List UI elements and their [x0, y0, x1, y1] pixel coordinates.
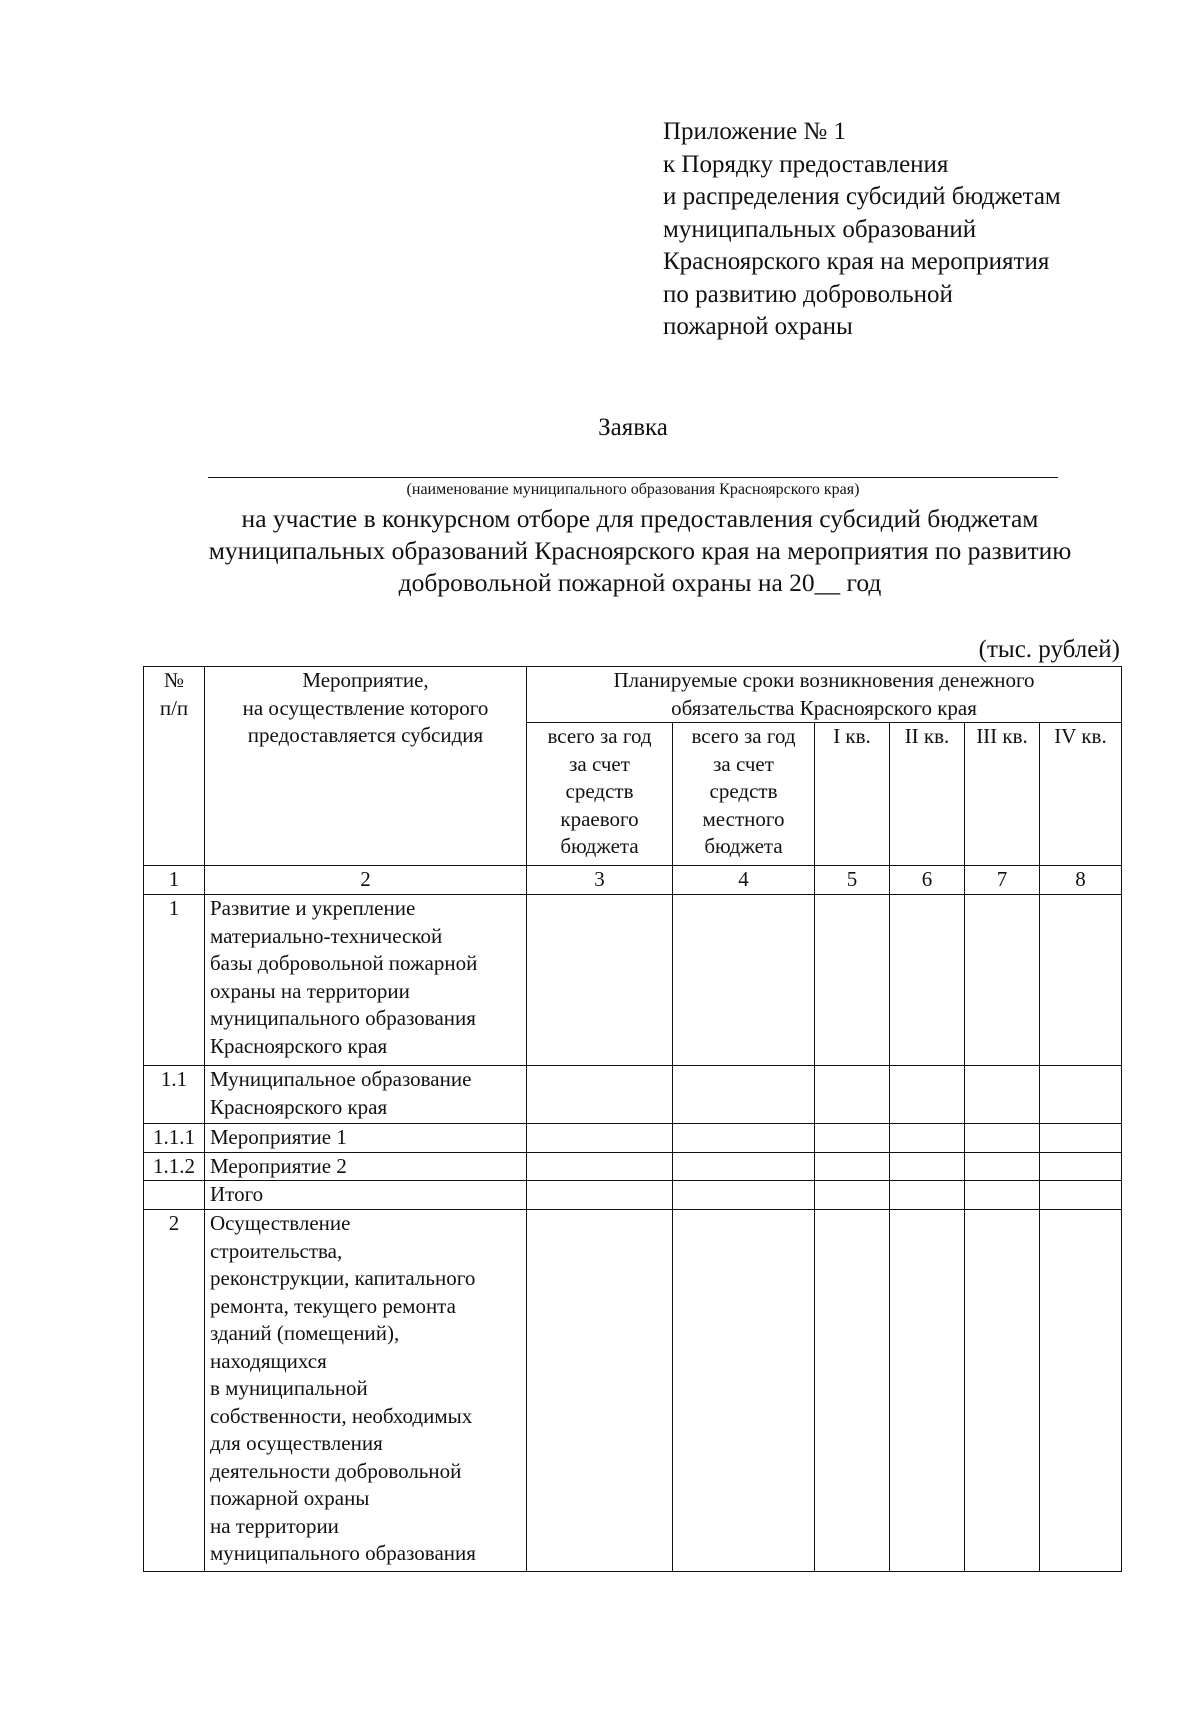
header-q3: III кв.	[965, 723, 1040, 866]
row-event	[205, 1066, 527, 1124]
subtitle-line: на участие в конкурсном отборе для предоставления субсидий бюджетам	[241, 504, 1039, 533]
value-cell	[965, 1152, 1040, 1181]
header-text: бюджета	[704, 834, 783, 858]
column-number: 8	[1040, 866, 1122, 895]
header-text: Мероприятие,	[302, 668, 429, 692]
row-event-text: ремонта, текущего ремонта	[210, 1293, 456, 1318]
row-event-text: пожарной охраны	[210, 1486, 370, 1510]
appendix-line: и распределения субсидий бюджетам	[663, 183, 1061, 210]
value-cell	[815, 1152, 890, 1181]
row-event-text: реконструкции, капитального	[210, 1266, 476, 1290]
subtitle-line: муниципальных образований Красноярского края на мероприятия по развитию	[208, 536, 1072, 565]
row-event-text: в муниципальной	[210, 1376, 368, 1400]
header-text: за счет	[713, 751, 774, 776]
row-event	[205, 895, 527, 1066]
value-cell	[815, 1210, 890, 1572]
value-cell	[673, 895, 815, 1066]
column-number: 1	[144, 866, 205, 895]
subtitle-line: добровольной пожарной охраны на 20__ год	[398, 568, 882, 597]
row-number: 1.1.2	[144, 1152, 205, 1181]
value-cell	[890, 1181, 965, 1210]
header-text: обязательства Красноярского края	[671, 695, 977, 720]
row-event	[205, 1152, 527, 1181]
column-number: 4	[673, 866, 815, 895]
appendix-line: пожарной охраны	[663, 313, 853, 340]
table-row	[144, 1152, 1122, 1181]
row-number	[144, 1181, 205, 1210]
row-event-text: на территории	[210, 1513, 339, 1538]
value-cell	[965, 895, 1040, 1066]
appendix-line: Красноярского края на мероприятия	[663, 248, 1050, 275]
header-text: Планируемые сроки возникновения денежного	[613, 668, 1035, 692]
table-row	[144, 1210, 1122, 1572]
header-text: местного	[702, 806, 785, 831]
column-number: 7	[965, 866, 1040, 895]
header-q2: II кв.	[890, 723, 965, 866]
value-cell	[673, 1181, 815, 1210]
appendix-line: по развитию добровольной	[663, 280, 953, 308]
row-event-text: строительства,	[210, 1238, 343, 1263]
row-number: 2	[144, 1210, 205, 1572]
header-text: №	[163, 668, 185, 692]
value-cell	[527, 1124, 673, 1153]
document-subtitle	[140, 503, 1140, 599]
value-cell	[965, 1124, 1040, 1153]
table-row-total	[144, 1181, 1122, 1210]
units-label: (тыс. рублей)	[978, 636, 1120, 663]
value-cell	[815, 895, 890, 1066]
value-cell	[527, 1152, 673, 1181]
value-cell	[890, 1152, 965, 1181]
row-number: 1	[144, 895, 205, 1066]
value-cell	[965, 1066, 1040, 1124]
header-q1: I кв.	[815, 723, 890, 866]
value-cell	[815, 1181, 890, 1210]
column-number: 6	[890, 866, 965, 895]
header-text: всего за год	[691, 724, 796, 748]
value-cell	[890, 1124, 965, 1153]
value-cell	[890, 895, 965, 1066]
municipality-name-caption: (наименование муниципального образования Красноярского края)	[406, 481, 860, 498]
appendix-heading	[663, 116, 1163, 344]
header-text: на осуществление которого	[242, 695, 489, 720]
row-event-text: Осуществление	[210, 1211, 351, 1235]
row-event-text: охраны на территории	[210, 978, 410, 1003]
municipality-name-field-line	[208, 477, 1058, 478]
column-number: 3	[527, 866, 673, 895]
value-cell	[890, 1066, 965, 1124]
header-total-local	[673, 723, 815, 866]
row-event-text: муниципального образования	[210, 1541, 476, 1565]
row-event	[205, 1210, 527, 1572]
document-title: Заявка	[598, 414, 668, 441]
appendix-line: к Порядку предоставления	[663, 150, 949, 178]
table-row	[144, 1124, 1122, 1153]
value-cell	[1040, 1066, 1122, 1124]
appendix-line: Приложение № 1	[663, 118, 847, 145]
header-planned-periods	[527, 667, 1122, 723]
header-total-regional	[527, 723, 673, 866]
value-cell	[965, 1181, 1040, 1210]
header-text: средств	[565, 779, 634, 803]
value-cell	[1040, 1210, 1122, 1572]
appendix-line: муниципальных образований	[663, 215, 977, 243]
column-number: 5	[815, 866, 890, 895]
header-event	[205, 667, 527, 866]
row-event-text: Красноярского края	[210, 1033, 388, 1058]
value-cell	[1040, 1124, 1122, 1153]
row-event-text: деятельности добровольной	[210, 1458, 462, 1483]
row-event-text: зданий (помещений),	[210, 1321, 400, 1345]
row-event-text: Красноярского края	[210, 1094, 388, 1119]
header-text: всего за год	[547, 724, 652, 748]
row-event-text: для осуществления	[210, 1431, 383, 1455]
row-event	[205, 1124, 527, 1153]
row-event-text: Муниципальное образование	[210, 1067, 472, 1091]
header-text: за счет	[569, 751, 630, 776]
row-event-text: материально-технической	[210, 923, 443, 948]
value-cell	[965, 1210, 1040, 1572]
row-event-text: базы добровольной пожарной	[210, 951, 478, 975]
header-q4: IV кв.	[1040, 723, 1122, 866]
header-text: п/п	[159, 695, 189, 720]
row-event	[205, 1181, 527, 1210]
column-number: 2	[205, 866, 527, 895]
value-cell	[527, 1066, 673, 1124]
row-event-text: муниципального образования	[210, 1006, 476, 1030]
value-cell	[1040, 1152, 1122, 1181]
table-row	[144, 1066, 1122, 1124]
column-numbers-row	[144, 866, 1122, 895]
row-event-text: Мероприятие 1	[210, 1125, 347, 1149]
row-number: 1.1.1	[144, 1124, 205, 1153]
row-number: 1.1	[144, 1066, 205, 1124]
value-cell	[1040, 895, 1122, 1066]
value-cell	[527, 1181, 673, 1210]
value-cell	[673, 1124, 815, 1153]
row-event-text: собственности, необходимых	[210, 1403, 473, 1428]
row-event-text: Развитие и укрепление	[210, 896, 416, 920]
value-cell	[1040, 1181, 1122, 1210]
header-text: бюджета	[560, 834, 639, 858]
value-cell	[527, 1210, 673, 1572]
row-event-text: Мероприятие 2	[210, 1153, 347, 1178]
value-cell	[673, 1210, 815, 1572]
header-text: средств	[709, 779, 778, 803]
table-row	[144, 895, 1122, 1066]
value-cell	[673, 1066, 815, 1124]
value-cell	[815, 1066, 890, 1124]
application-table	[143, 666, 1122, 1572]
row-event-text: Итого	[210, 1182, 264, 1206]
value-cell	[527, 895, 673, 1066]
value-cell	[673, 1152, 815, 1181]
header-text: предоставляется субсидия	[247, 723, 484, 747]
header-text: краевого	[560, 806, 639, 831]
table-header-row	[144, 667, 1122, 723]
value-cell	[890, 1210, 965, 1572]
header-number	[144, 667, 205, 866]
row-event-text: находящихся	[210, 1348, 327, 1373]
value-cell	[815, 1124, 890, 1153]
